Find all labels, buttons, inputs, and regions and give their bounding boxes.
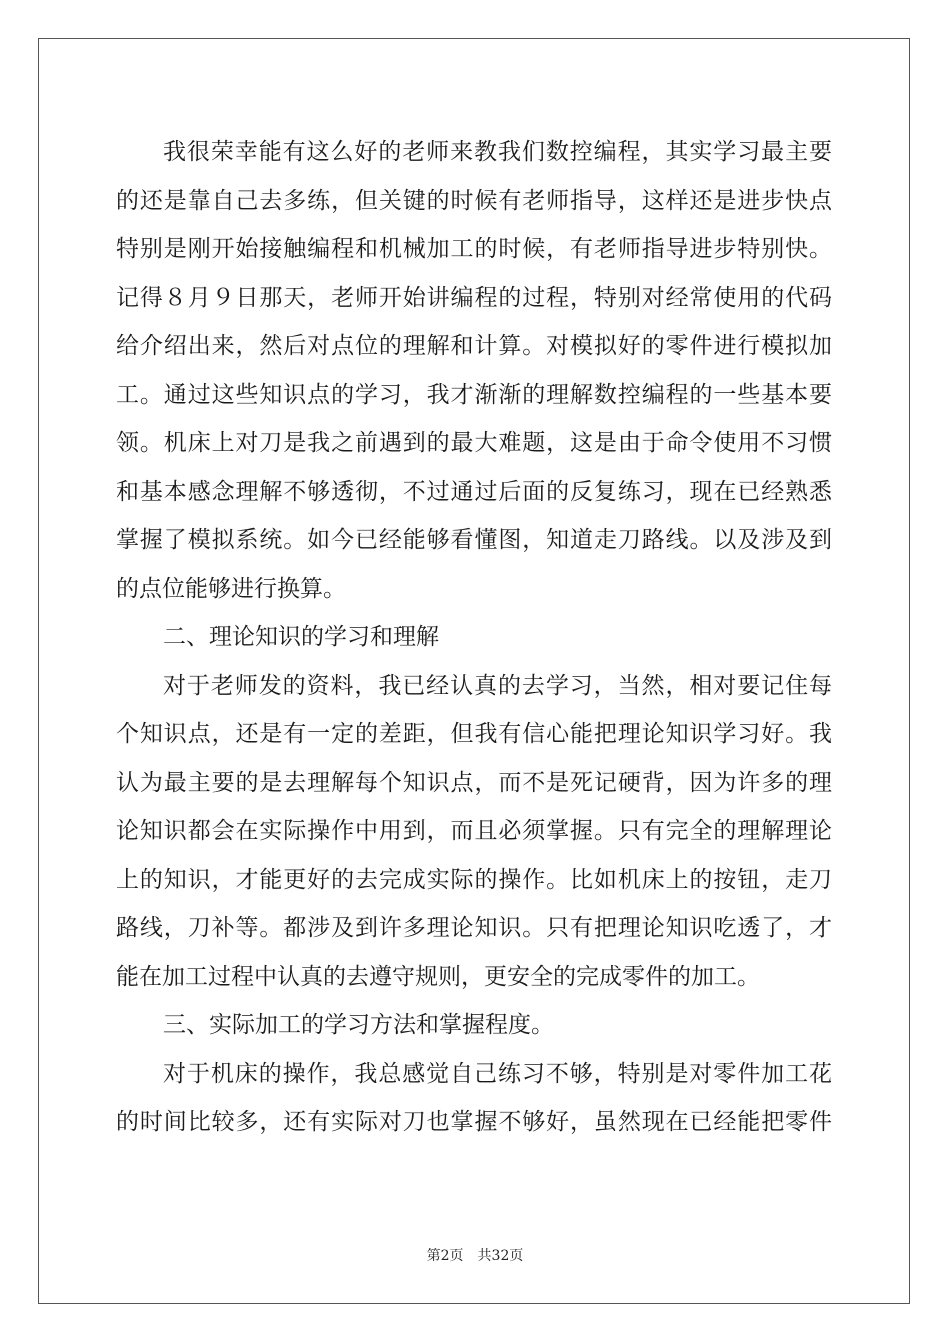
text-line-18: 能在加工过程中认真的去遵守规则，更安全的完成零件的加工。 (116, 963, 760, 990)
text-line-6: 工。通过这些知识点的学习，我才渐渐的理解数控编程的一些基本要 (116, 381, 832, 408)
text-line-10: 的点位能够进行换算。 (116, 575, 346, 602)
text-line-20: 对于机床的操作，我总感觉自己练习不够，特别是对零件加工花 (163, 1060, 832, 1087)
text-line-8: 和基本感念理解不够透彻，不过通过后面的反复练习，现在已经熟悉 (116, 478, 832, 505)
text-line-9: 掌握了模拟系统。如今已经能够看懂图，知道走刀路线。以及涉及到 (116, 527, 832, 553)
text-line-14: 认为最主要的是去理解每个知识点，而不是死记硬背，因为许多的理 (116, 769, 832, 796)
text-line-5: 给介绍出来，然后对点位的理解和计算。对模拟好的零件进行模拟加 (116, 333, 832, 359)
text-line-3: 特别是刚开始接触编程和机械加工的时候，有老师指导进步特别快。 (116, 236, 832, 262)
text-line-7: 领。机床上对刀是我之前遇到的最大难题，这是由于命令使用不习惯 (116, 430, 832, 456)
page-number: 第2页 (426, 1248, 464, 1264)
text-line-2: 的还是靠自己去多练，但关键的时候有老师指导，这样还是进步快点 (116, 187, 832, 214)
page-total: 共32页 (477, 1248, 524, 1264)
text-line-17: 路线，刀补等。都涉及到许多理论知识。只有把理论知识吃透了，才 (116, 915, 832, 941)
text-line-4: 记得８月９日那天，老师开始讲编程的过程，特别对经常使用的代码 (116, 284, 832, 311)
section-heading-theory: 二、理论知识的学习和理解 (163, 624, 439, 650)
page-footer (0, 1246, 950, 1266)
text-line-13: 个知识点，还是有一定的差距，但我有信心能把理论知识学习好。我 (116, 721, 832, 747)
text-line-21: 的时间比较多，还有实际对刀也掌握不够好，虽然现在已经能把零件 (116, 1109, 832, 1135)
document-body (116, 128, 832, 1147)
text-line-1: 我很荣幸能有这么好的老师来教我们数控编程，其实学习最主要 (163, 139, 832, 165)
text-line-15: 论知识都会在实际操作中用到，而且必须掌握。只有完全的理解理论 (116, 818, 832, 844)
text-line-12: 对于老师发的资料，我已经认真的去学习，当然，相对要记住每 (163, 672, 832, 699)
text-line-16: 上的知识，才能更好的去完成实际的操作。比如机床上的按钮，走刀 (116, 866, 832, 893)
section-heading-practice: 三、实际加工的学习方法和掌握程度。 (163, 1012, 554, 1038)
